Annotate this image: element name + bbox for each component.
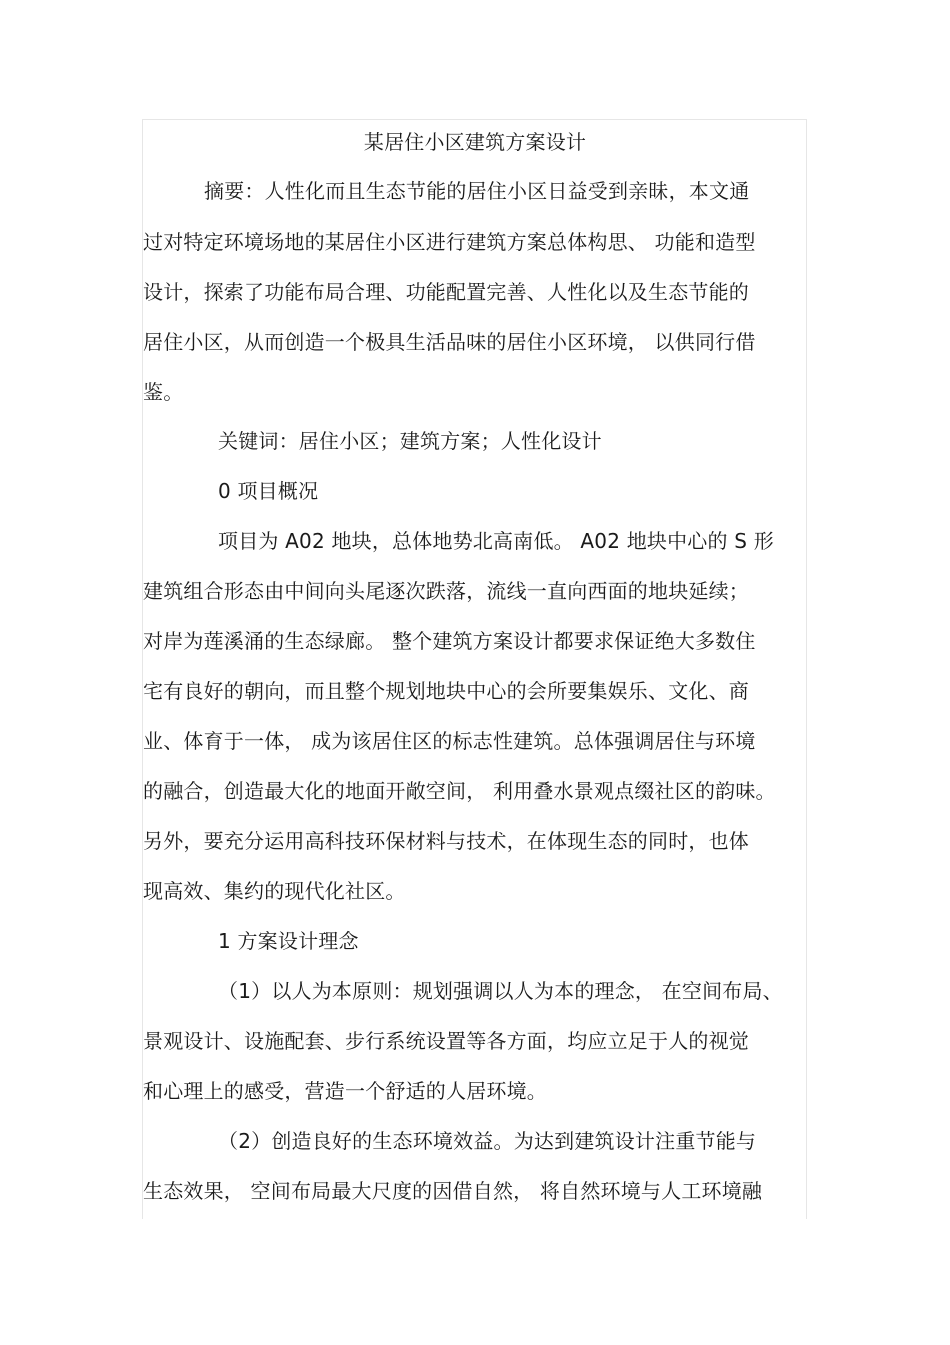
abstract-line-3: 设计，探索了功能布局合理、功能配置完善、人性化以及生态节能的 xyxy=(143,280,749,304)
item-1-line-3: 和心理上的感受，营造一个舒适的人居环境。 xyxy=(143,1079,547,1103)
abstract-line-2: 过对特定环境场地的某居住小区进行建筑方案总体构思、 功能和造型 xyxy=(143,230,756,254)
section-0-line-6: 的融合，创造最大化的地面开敞空间， 利用叠水景观点缀社区的韵味。 xyxy=(143,779,776,803)
abstract-line-1: 摘要：人性化而且生态节能的居住小区日益受到亲昧，本文通 xyxy=(204,179,750,203)
section-0-line-5: 业、体育于一体， 成为该居住区的标志性建筑。总体强调居住与环境 xyxy=(143,729,756,753)
item-2-line-2: 生态效果， 空间布局最大尺度的因借自然， 将自然环境与人工环境融 xyxy=(143,1179,763,1203)
section-0-line-1: 项目为 A02 地块，总体地势北高南低。 A02 地块中心的 S 形 xyxy=(218,529,774,553)
document-title: 某居住小区建筑方案设计 xyxy=(363,130,587,154)
section-0-line-7: 另外，要充分运用高科技环保材料与技术，在体现生态的同时，也体 xyxy=(143,829,749,853)
section-0-line-8: 现高效、集约的现代化社区。 xyxy=(143,879,406,903)
abstract-line-4: 居住小区，从而创造一个极具生活品味的居住小区环境， 以供同行借 xyxy=(143,330,756,354)
section-1-heading: 1 方案设计理念 xyxy=(218,929,359,953)
item-2-line-1: （2）创造良好的生态环境效益。为达到建筑设计注重节能与 xyxy=(218,1129,757,1153)
keywords: 关键词：居住小区；建筑方案；人性化设计 xyxy=(218,429,602,453)
item-1-line-1: （1）以人为本原则：规划强调以人为本的理念， 在空间布局、 xyxy=(218,979,783,1003)
abstract-line-5: 鉴。 xyxy=(143,380,184,404)
section-0-line-4: 宅有良好的朝向，而且整个规划地块中心的会所要集娱乐、文化、商 xyxy=(143,679,749,703)
section-0-line-3: 对岸为莲溪涌的生态绿廊。 整个建筑方案设计都要求保证绝大多数住 xyxy=(143,629,756,653)
section-0-heading: 0 项目概况 xyxy=(218,479,319,503)
section-0-line-2: 建筑组合形态由中间向头尾逐次跌落，流线一直向西面的地块延续； xyxy=(143,579,749,603)
item-1-line-2: 景观设计、设施配套、步行系统设置等各方面，均应立足于人的视觉 xyxy=(143,1029,749,1053)
